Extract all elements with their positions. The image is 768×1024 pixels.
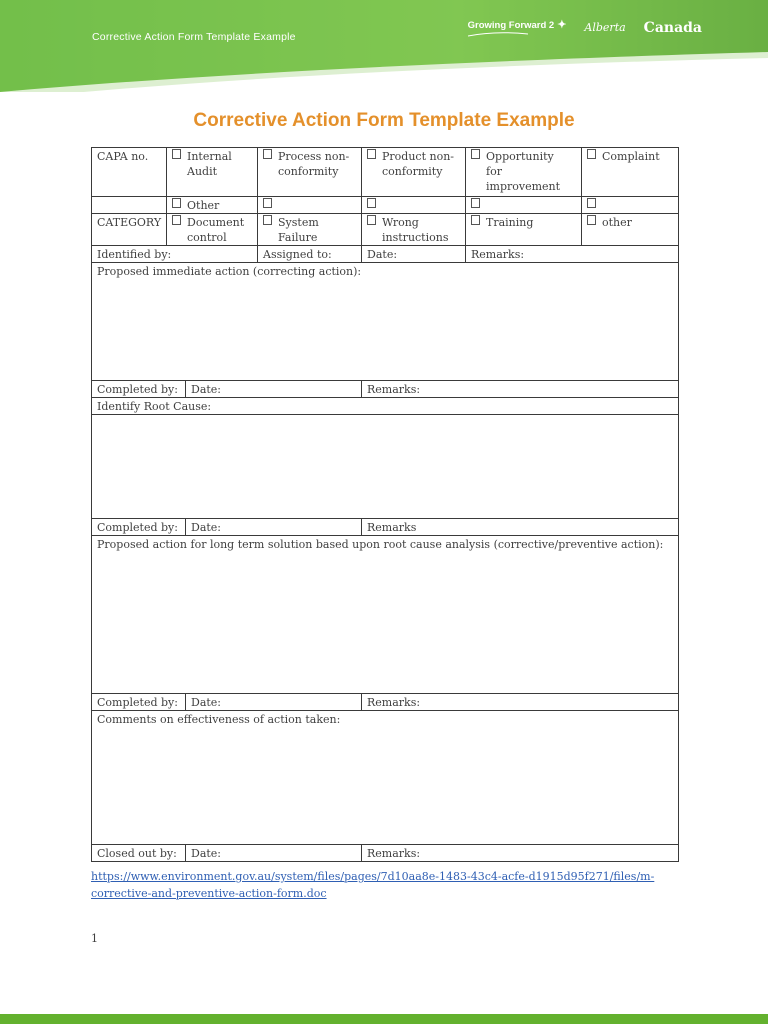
page-number: 1 (91, 932, 98, 945)
source-link[interactable]: https://www.environment.gov.au/system/files/pages/7d10aa8e-1483-43c4-acfe-d1915d95f271/files/m-corrective-and-preventive-action-form.doc (91, 870, 655, 900)
document-title: Corrective Action Form Template Example (193, 110, 575, 131)
footer-bar (0, 1014, 768, 1024)
header-title: Corrective Action Form Template Example (92, 31, 296, 43)
option-product-nonconformity: Product non-conformity (382, 150, 455, 178)
completed-by-field[interactable]: Completed by: (92, 694, 186, 711)
checkbox-blank-4[interactable] (587, 198, 596, 208)
option-internal-audit: Internal Audit (187, 150, 232, 178)
option-system-failure: System Failure (278, 216, 319, 244)
option-opportunity: Opportunity for improvement (486, 150, 561, 193)
effectiveness-comments-field[interactable]: Comments on effectiveness of action taken: (92, 711, 679, 845)
checkbox-training[interactable] (471, 215, 480, 225)
identified-row (92, 246, 679, 263)
option-process-nonconformity: Process non-conformity (278, 150, 350, 178)
completed-row-1 (92, 381, 679, 398)
maple-leaf-icon: ✦ (557, 19, 567, 31)
completed-by-field[interactable]: Completed by: (92, 519, 186, 536)
root-cause-row (92, 415, 679, 519)
checkbox-document-control[interactable] (172, 215, 181, 225)
checkbox-blank-2[interactable] (367, 198, 376, 208)
option-other-category: other (602, 216, 632, 229)
remarks-field[interactable]: Remarks (362, 519, 679, 536)
long-term-action-row (92, 536, 679, 694)
remarks-field[interactable]: Remarks: (362, 381, 679, 398)
effectiveness-row (92, 711, 679, 845)
checkbox-other-category[interactable] (587, 215, 596, 225)
checkbox-product[interactable] (367, 149, 376, 159)
option-document-control: Document control (187, 216, 245, 244)
completed-row-2 (92, 519, 679, 536)
checkbox-other[interactable] (172, 198, 181, 208)
checkbox-blank-3[interactable] (471, 198, 480, 208)
canada-logo: Canada (643, 19, 702, 36)
growing-forward-logo: Growing Forward 2 ✦ (468, 18, 567, 37)
completed-row-3 (92, 694, 679, 711)
date-field[interactable]: Date: (186, 519, 362, 536)
checkbox-system-failure[interactable] (263, 215, 272, 225)
capa-form-table (91, 147, 679, 862)
header-banner (0, 0, 768, 92)
banner-background (0, 0, 768, 92)
date-field[interactable]: Date: (362, 246, 466, 263)
checkbox-opportunity[interactable] (471, 149, 480, 159)
date-field[interactable]: Date: (186, 845, 362, 862)
root-cause-field[interactable] (92, 415, 679, 519)
option-wrong-instructions: Wrong instructions (382, 216, 449, 244)
option-training: Training (486, 216, 534, 229)
remarks-field[interactable]: Remarks: (362, 845, 679, 862)
root-cause-label-row (92, 398, 679, 415)
alberta-logo: Alberta (584, 21, 626, 34)
option-complaint: Complaint (602, 150, 660, 163)
checkbox-internal-audit[interactable] (172, 149, 181, 159)
assigned-to-field[interactable]: Assigned to: (258, 246, 362, 263)
capa-label: CAPA no. (92, 148, 167, 197)
checkbox-wrong-instructions[interactable] (367, 215, 376, 225)
category-label: CATEGORY (92, 214, 167, 246)
immediate-action-row (92, 263, 679, 381)
root-cause-label: Identify Root Cause: (92, 398, 679, 415)
category-row (92, 214, 679, 246)
option-other: Other (187, 199, 220, 212)
date-field[interactable]: Date: (186, 694, 362, 711)
checkbox-blank-1[interactable] (263, 198, 272, 208)
remarks-field[interactable]: Remarks: (362, 694, 679, 711)
checkbox-complaint[interactable] (587, 149, 596, 159)
checkbox-process[interactable] (263, 149, 272, 159)
date-field[interactable]: Date: (186, 381, 362, 398)
long-term-action-field[interactable]: Proposed action for long term solution based upon root cause analysis (corrective/preventive action): (92, 536, 679, 694)
other-row (92, 197, 679, 214)
header-logos (468, 18, 702, 37)
remarks-field[interactable]: Remarks: (466, 246, 679, 263)
capa-row (92, 148, 679, 197)
completed-by-field[interactable]: Completed by: (92, 381, 186, 398)
immediate-action-field[interactable]: Proposed immediate action (correcting action): (92, 263, 679, 381)
closed-out-by-field[interactable]: Closed out by: (92, 845, 186, 862)
identified-by-field[interactable]: Identified by: (92, 246, 258, 263)
closed-out-row (92, 845, 679, 862)
